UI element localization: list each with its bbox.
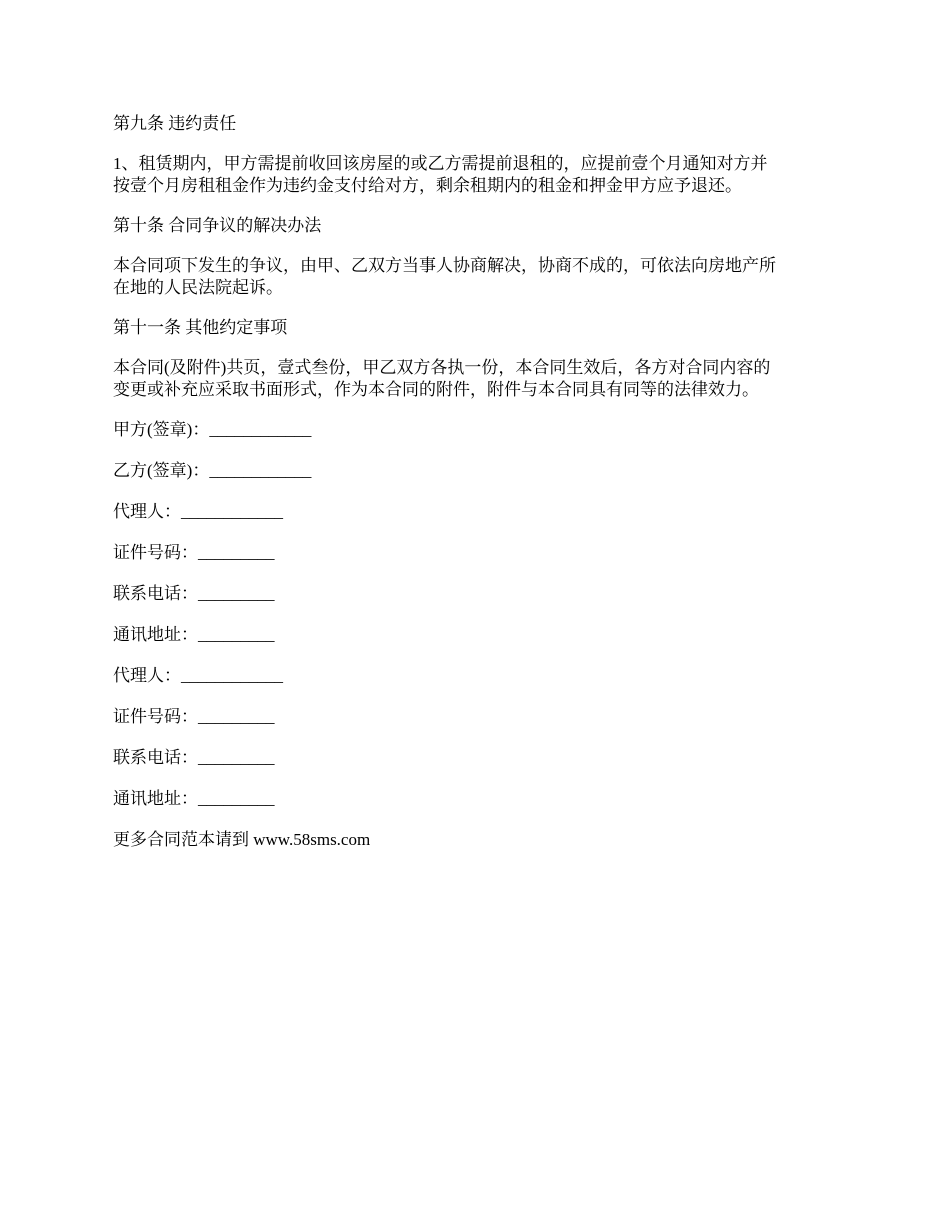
contract-page: [113, 112, 843, 869]
article-11-paragraph: [113, 357, 843, 401]
article-9-paragraph-line-1: 1、租赁期内，甲方需提前收回该房屋的或乙方需提前退租的，应提前壹个月通知对方并: [113, 154, 768, 173]
footer-more-contracts: 更多合同范本请到 www.58sms.com: [113, 830, 371, 849]
article-11-paragraph-line-1: 本合同(及附件)共页，壹式叁份，甲乙双方各执一份，本合同生效后，各方对合同内容的: [113, 358, 771, 377]
article-10-paragraph: [113, 255, 843, 299]
address-line-1: 通讯地址：_________: [113, 625, 275, 644]
agent-line-2: 代理人：____________: [113, 666, 283, 685]
article-10-paragraph-line-1: 本合同项下发生的争议，由甲、乙双方当事人协商解决，协商不成的，可依法向房地产所: [113, 256, 776, 275]
party-b-signature-line: 乙方(签章)：____________: [113, 461, 312, 480]
agent-line-1: 代理人：____________: [113, 502, 283, 521]
phone-line-2: 联系电话：_________: [113, 748, 275, 767]
article-10-heading: 第十条 合同争议的解决办法: [113, 216, 322, 235]
id-number-line-1: 证件号码：_________: [113, 543, 275, 562]
party-a-signature-line: 甲方(签章)：____________: [113, 420, 312, 439]
article-9-paragraph-line-2: 按壹个月房租租金作为违约金支付给对方，剩余租期内的租金和押金甲方应予退还。: [113, 176, 742, 195]
article-9-heading: 第九条 违约责任: [113, 114, 237, 133]
article-11-heading: 第十一条 其他约定事项: [113, 318, 288, 337]
address-line-2: 通讯地址：_________: [113, 789, 275, 808]
id-number-line-2: 证件号码：_________: [113, 707, 275, 726]
article-11-paragraph-line-2: 变更或补充应采取书面形式，作为本合同的附件，附件与本合同具有同等的法律效力。: [113, 380, 759, 399]
article-10-paragraph-line-2: 在地的人民法院起诉。: [113, 278, 283, 297]
article-9-paragraph: [113, 153, 843, 197]
phone-line-1: 联系电话：_________: [113, 584, 275, 603]
